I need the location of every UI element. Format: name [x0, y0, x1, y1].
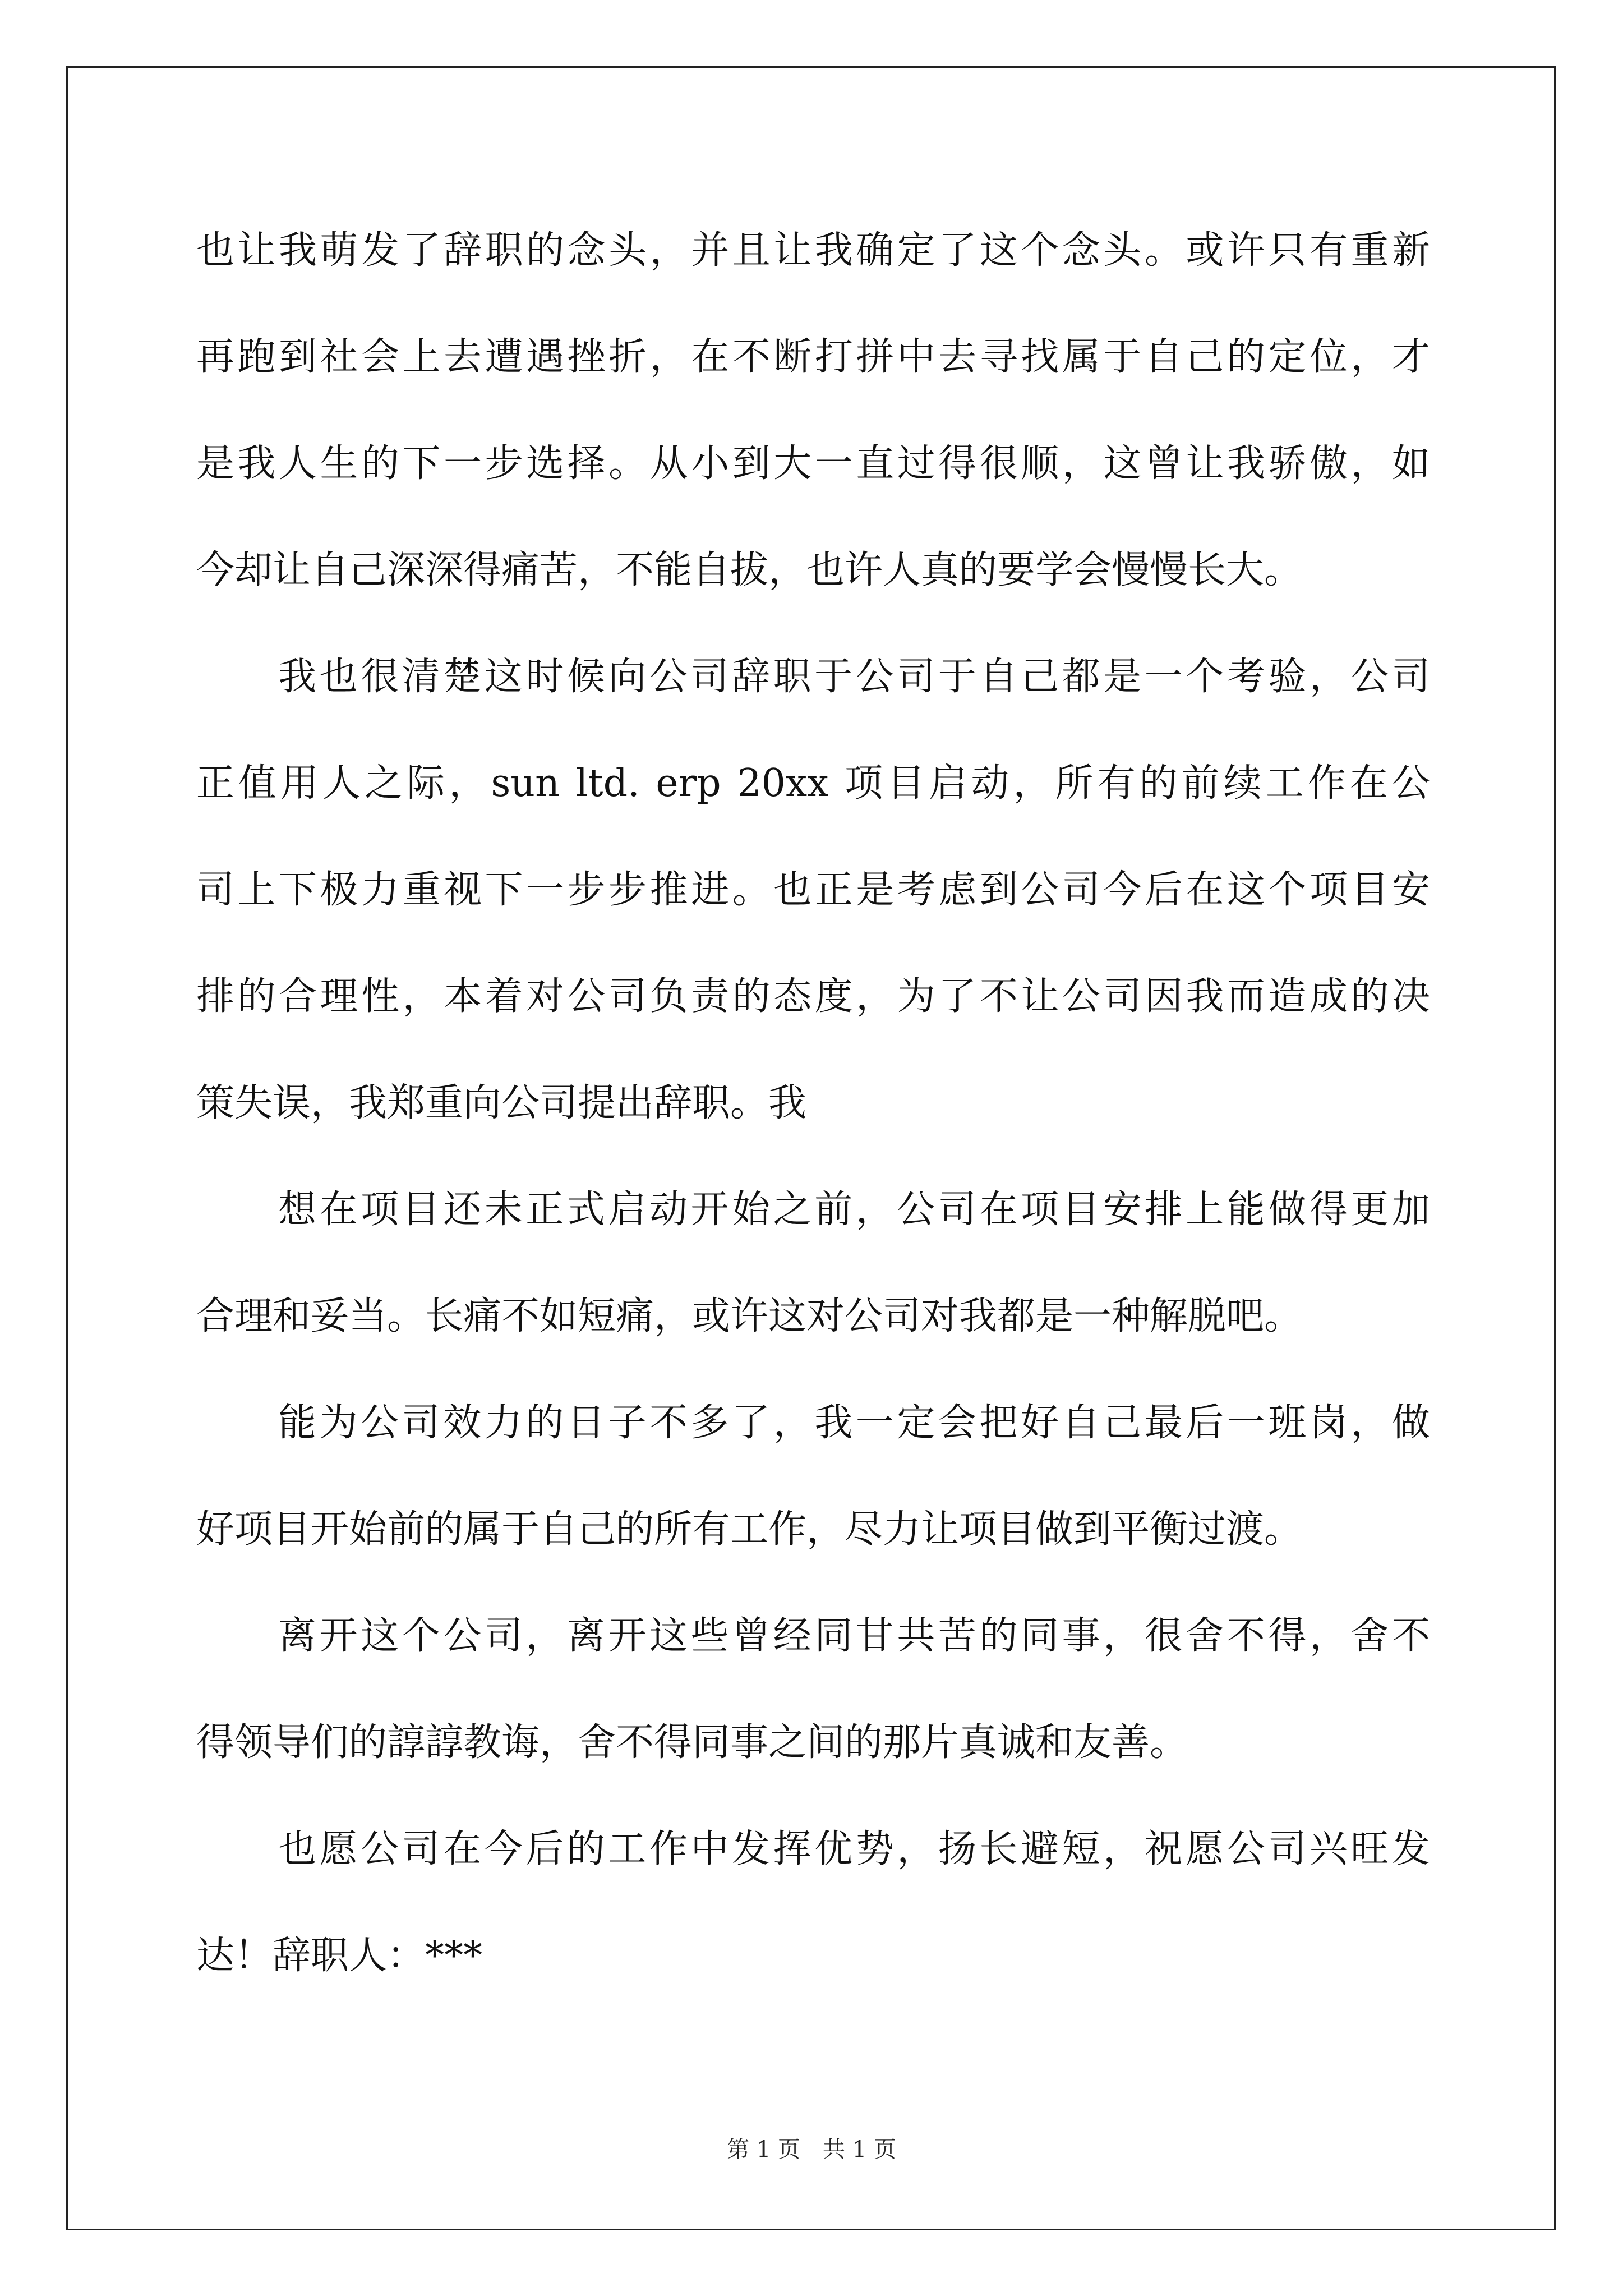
text-line: 也愿公司在今后的工作中发挥优势，扬长避短，祝愿公司兴旺发	[278, 1827, 1430, 1871]
paragraph	[196, 197, 1430, 624]
text-line: 是我人生的下一步选择。从小到大一直过得很顺，这曾让我骄傲，如	[196, 441, 1430, 486]
text-line: 再跑到社会上去遭遇挫折，在不断打拼中去寻找属于自己的定位，才	[196, 335, 1430, 379]
text-line: 能为公司效力的日子不多了，我一定会把好自己最后一班岗，做	[278, 1401, 1430, 1445]
text-line: 正值用人之际，sun ltd. erp 20xx 项目启动，所有的前续工作在公	[196, 761, 1430, 806]
page-number: 第 1 页 共 1 页	[727, 2137, 896, 2162]
text-line: 排的合理性，本着对公司负责的态度，为了不让公司因我而造成的决	[196, 974, 1430, 1019]
text-line: 今却让自己深深得痛苦，不能自拔，也许人真的要学会慢慢长大。	[196, 548, 1303, 592]
text-line: 合理和妥当。长痛不如短痛，或许这对公司对我都是一种解脱吧。	[196, 1294, 1303, 1338]
paragraph	[196, 1157, 1430, 1370]
text-line: 好项目开始前的属于自己的所有工作，尽力让项目做到平衡过渡。	[196, 1507, 1303, 1552]
text-line: 离开这个公司，离开这些曾经同甘共苦的同事，很舍不得，舍不	[278, 1614, 1430, 1658]
text-line: 得领导们的諄諄教诲，舍不得同事之间的那片真诚和友善。	[196, 1720, 1188, 1765]
paragraph	[196, 624, 1430, 1157]
paragraph	[196, 1796, 1430, 2009]
text-line: 也让我萌发了辞职的念头，并且让我确定了这个念头。或许只有重新	[196, 228, 1430, 273]
signature-line: 达！辞职人：***	[196, 1934, 483, 1978]
text-line: 想在项目还未正式启动开始之前，公司在项目安排上能做得更加	[278, 1188, 1430, 1232]
text-line: 策失误，我郑重向公司提出辞职。我	[196, 1081, 807, 1125]
text-line: 我也很清楚这时候向公司辞职于公司于自己都是一个考验，公司	[278, 655, 1430, 699]
text-line: 司上下极力重视下一步步推进。也正是考虑到公司今后在这个项目安	[196, 868, 1430, 912]
paragraph	[196, 1370, 1430, 1583]
paragraph	[196, 1583, 1430, 1796]
document-body	[196, 197, 1430, 2009]
